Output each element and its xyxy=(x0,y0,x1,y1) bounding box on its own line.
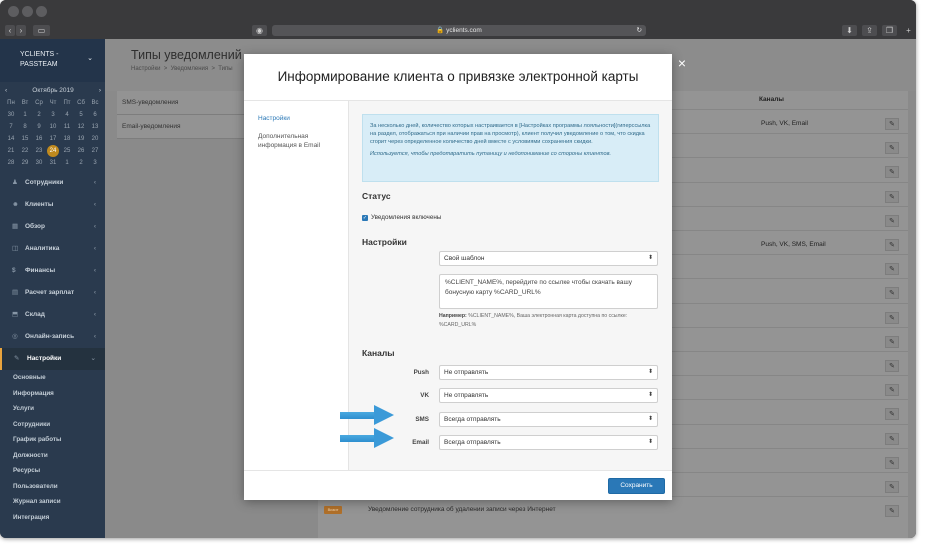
chevron-left-icon: ‹ xyxy=(93,201,96,208)
chevron-left-icon: ‹ xyxy=(93,245,96,252)
calendar-week xyxy=(5,133,101,145)
modal-nav-email-info[interactable]: Дополнительная информация в Email xyxy=(258,133,321,149)
sidebar-item-4[interactable] xyxy=(0,260,105,282)
calendar-day[interactable]: 14 xyxy=(7,136,15,142)
money-icon: $ xyxy=(12,267,16,274)
sms-example xyxy=(439,312,658,329)
chevron-down-icon: ⌄ xyxy=(87,55,93,62)
calendar-day[interactable]: 22 xyxy=(21,148,29,154)
updown-icon: ⬍ xyxy=(647,369,653,375)
sidebar-item-label: Финансы xyxy=(25,267,56,274)
edit-icon[interactable]: ✎ xyxy=(885,457,899,469)
edit-icon[interactable]: ✎ xyxy=(885,384,899,396)
calendar-weeks xyxy=(5,109,101,169)
edit-icon[interactable]: ✎ xyxy=(885,118,899,130)
share-icon[interactable]: ⇪ xyxy=(862,25,877,36)
info-alert xyxy=(362,114,659,182)
updown-icon: ⬍ xyxy=(647,255,653,261)
shield-icon[interactable]: ◉ xyxy=(252,25,267,36)
calendar-day[interactable]: 23 xyxy=(35,148,43,154)
settings-submenu xyxy=(0,370,105,525)
modal-dialog xyxy=(244,54,672,500)
sidebar-icon[interactable]: ▭ xyxy=(33,25,50,36)
save-button[interactable]: Сохранить xyxy=(608,478,665,494)
sidebar-item-0[interactable] xyxy=(0,172,105,194)
sidebar-item-label: Онлайн-запись xyxy=(25,333,75,340)
calendar-week xyxy=(5,121,101,133)
minimize-window-button[interactable] xyxy=(22,6,33,17)
breadcrumb-item[interactable]: Настройки xyxy=(131,66,161,72)
channel-select-value: Всегда отправлять xyxy=(444,415,501,423)
submenu-item[interactable]: Журнал записи xyxy=(13,498,61,505)
reload-icon[interactable]: ↻ xyxy=(636,27,642,34)
breadcrumb-item[interactable]: Уведомления xyxy=(170,66,209,72)
calendar-day[interactable]: 29 xyxy=(21,160,29,166)
grid-icon: ▦ xyxy=(12,223,19,230)
submenu-item[interactable]: Ресурсы xyxy=(13,467,41,474)
sidebar-item-label: Сотрудники xyxy=(25,179,64,186)
lock-icon: 🔒 xyxy=(436,27,445,34)
calendar-prev-button[interactable]: ‹ xyxy=(5,87,8,94)
weekday-label: Пн xyxy=(7,100,15,106)
breadcrumb-item[interactable]: Типы xyxy=(218,66,233,72)
calendar-day[interactable]: 31 xyxy=(49,160,57,166)
title-bar xyxy=(0,0,916,39)
arrow-pointer-sms xyxy=(340,408,400,422)
notifications-enabled-label: Уведомления включены xyxy=(371,214,442,221)
channel-label-email: Email xyxy=(412,438,429,446)
channel-label-push: Push xyxy=(413,369,429,376)
sidebar-item-label: Обзор xyxy=(25,223,45,230)
notification-sections xyxy=(117,91,257,191)
breadcrumb: Настройки > Уведомления > Типы xyxy=(131,66,233,72)
status-heading: Статус xyxy=(362,191,391,201)
edit-icon[interactable]: ✎ xyxy=(885,408,899,420)
submenu-item[interactable]: Должности xyxy=(13,451,48,459)
calendar-day[interactable]: 24 xyxy=(47,145,59,157)
modal-nav-settings[interactable]: Настройки xyxy=(258,115,290,122)
sms-template-value: Свой шаблон xyxy=(444,255,485,262)
calendar-day[interactable]: 16 xyxy=(35,136,43,142)
sidebar-item-label: Расчет зарплат xyxy=(25,289,75,296)
edit-icon[interactable]: ✎ xyxy=(885,336,899,348)
calendar-day[interactable]: 5 xyxy=(79,112,83,118)
channel-select-push[interactable] xyxy=(439,365,658,380)
app-area xyxy=(0,39,916,538)
chevron-left-icon: ‹ xyxy=(93,179,96,186)
mini-calendar xyxy=(0,82,105,169)
submenu-item[interactable]: Пользователи xyxy=(13,482,58,490)
info-note: Используется, чтобы предотвратить путаницу и недопонимание со стороны клиентов. xyxy=(370,150,612,157)
sidebar-item-7[interactable] xyxy=(0,326,105,348)
download-icon[interactable]: ⬇ xyxy=(842,25,857,36)
calendar-day[interactable]: 13 xyxy=(91,124,99,130)
edit-icon[interactable]: ✎ xyxy=(885,215,899,227)
forward-icon[interactable]: › xyxy=(16,25,26,36)
close-icon[interactable]: × xyxy=(677,55,687,71)
sidebar-item-3[interactable] xyxy=(0,238,105,260)
chart-icon: ◫ xyxy=(12,245,19,252)
calendar-day[interactable]: 27 xyxy=(91,148,99,154)
arrow-pointer-email xyxy=(340,431,400,445)
edit-icon[interactable]: ✎ xyxy=(885,505,899,517)
calendar-weekdays xyxy=(5,97,101,109)
calendar-day[interactable]: 15 xyxy=(21,136,29,142)
submenu-item[interactable]: Услуги xyxy=(13,405,34,412)
calendar-day[interactable]: 17 xyxy=(49,136,57,142)
zoom-window-button[interactable] xyxy=(36,6,47,17)
brand-name: YCLIENTS - PASSTEAM xyxy=(20,51,59,68)
chevron-left-icon: ‹ xyxy=(93,311,96,318)
calendar-day[interactable]: 28 xyxy=(7,160,15,166)
channel-select-email[interactable] xyxy=(439,435,658,450)
sms-template-select[interactable] xyxy=(439,251,658,266)
edit-icon[interactable]: ✎ xyxy=(885,312,899,324)
page-title: Типы уведомлений xyxy=(131,48,242,62)
table-row xyxy=(318,496,908,524)
calendar-day[interactable]: 3 xyxy=(51,112,55,118)
row-channels: Push, VK, SMS, Email xyxy=(761,241,826,248)
modal-footer xyxy=(244,470,672,500)
submenu-item[interactable]: График работы xyxy=(13,436,62,443)
users-icon: ☻ xyxy=(12,201,19,208)
channel-select-value: Не отправлять xyxy=(444,369,489,376)
calendar-month: Октябрь 2019 xyxy=(32,87,74,94)
globe-icon: ◎ xyxy=(12,333,18,340)
chevron-down-icon: ⌄ xyxy=(90,355,96,362)
calendar-next-button[interactable]: › xyxy=(98,87,101,94)
back-icon[interactable]: ‹ xyxy=(5,25,15,36)
edit-icon[interactable]: ✎ xyxy=(885,191,899,203)
edit-icon[interactable]: ✎ xyxy=(885,166,899,178)
calendar-day[interactable]: 21 xyxy=(7,148,15,154)
calendar-day[interactable]: 30 xyxy=(35,160,43,166)
channel-label-vk: VK xyxy=(420,392,429,400)
calculator-icon: ▤ xyxy=(12,289,19,296)
box-icon: ⬒ xyxy=(12,311,19,318)
calendar-day[interactable]: 2 xyxy=(37,112,41,118)
example-label: Например: xyxy=(439,313,467,319)
channels-column-header: Каналы xyxy=(759,96,784,103)
sidebar-item-6[interactable] xyxy=(0,304,105,326)
sidebar-item-label: Склад xyxy=(25,311,45,318)
row-title: Уведомление сотрудника об удалении записи через Интернет xyxy=(368,506,556,514)
chevron-left-icon: ‹ xyxy=(93,267,96,274)
calendar-day[interactable]: 9 xyxy=(37,124,41,130)
edit-icon[interactable]: ✎ xyxy=(885,263,899,275)
channel-select-value: Всегда отправлять xyxy=(444,438,501,446)
edit-icon[interactable]: ✎ xyxy=(885,360,899,372)
calendar-day[interactable]: 2 xyxy=(79,160,83,166)
sidebar-menu xyxy=(0,172,105,370)
weekday-label: Сб xyxy=(77,100,85,106)
info-text: За несколько дней, количество которых настраивается в [Настройках программы лояльности](гиперссылка на раздел, отображаться при наличии прав на просмотр), клиент получил уведомление о том, что скидка сгорит через определенное количество дней вместе с условиями сохранения скидки. xyxy=(370,123,651,146)
weekday-label: Вс xyxy=(91,100,99,106)
calendar-day[interactable]: 30 xyxy=(7,112,15,118)
notifications-enabled-checkbox[interactable]: ✓ xyxy=(362,215,368,221)
user-icon: ♟ xyxy=(12,179,18,186)
edit-icon[interactable]: ✎ xyxy=(885,433,899,445)
edit-icon[interactable]: ✎ xyxy=(885,287,899,299)
tabs-icon[interactable]: ❐ xyxy=(882,25,897,36)
submenu-item[interactable]: Сотрудники xyxy=(13,420,51,428)
sms-text-area[interactable]: %CLIENT_NAME%, перейдите по ссылке чтобы скачать вашу бонусную карту %CARD_URL% xyxy=(439,274,658,309)
submenu-item[interactable]: Интеграция xyxy=(13,513,50,521)
weekday-label: Чт xyxy=(49,100,57,106)
calendar-day[interactable]: 8 xyxy=(23,124,27,130)
channels-heading: Каналы xyxy=(362,348,395,358)
calendar-day[interactable]: 25 xyxy=(63,148,71,154)
calendar-week xyxy=(5,109,101,121)
calendar-day[interactable]: 6 xyxy=(93,112,97,118)
weekday-label: Пт xyxy=(63,100,71,106)
channel-select-vk[interactable] xyxy=(439,388,658,403)
chevron-left-icon: ‹ xyxy=(93,223,96,230)
chevron-left-icon: ‹ xyxy=(93,333,96,340)
calendar-day[interactable]: 19 xyxy=(77,136,85,142)
calendar-day[interactable]: 26 xyxy=(77,148,85,154)
calendar-day[interactable]: 12 xyxy=(77,124,85,130)
plus-icon[interactable]: + xyxy=(906,26,911,35)
status-badge: Визит xyxy=(324,506,342,514)
sidebar-item-label: Клиенты xyxy=(25,201,54,208)
calendar-day[interactable]: 1 xyxy=(65,160,69,166)
settings-heading: Настройки xyxy=(362,237,407,247)
calendar-week xyxy=(5,157,101,169)
sidebar xyxy=(0,39,105,538)
url-text: yclients.com xyxy=(446,27,482,34)
brand-switcher[interactable] xyxy=(0,39,105,82)
calendar-week xyxy=(5,145,101,157)
calendar-day[interactable]: 7 xyxy=(9,124,13,130)
submenu-item[interactable]: Информация xyxy=(13,389,54,397)
close-window-button[interactable] xyxy=(8,6,19,17)
calendar-day[interactable]: 3 xyxy=(93,160,97,166)
calendar-day[interactable]: 11 xyxy=(63,124,71,130)
channel-select-value: Не отправлять xyxy=(444,392,489,400)
calendar-day[interactable]: 18 xyxy=(63,136,71,142)
edit-icon[interactable]: ✎ xyxy=(885,481,899,493)
section-email[interactable]: Email-уведомления xyxy=(117,115,257,139)
sidebar-item-2[interactable] xyxy=(0,216,105,238)
sidebar-item-8[interactable] xyxy=(0,348,105,370)
updown-icon: ⬍ xyxy=(647,415,653,422)
section-sms[interactable]: SMS-уведомления xyxy=(117,91,257,115)
row-channels: Push, VK, Email xyxy=(761,120,808,127)
address-bar[interactable] xyxy=(272,25,646,36)
sidebar-item-5[interactable] xyxy=(0,282,105,304)
channel-label-sms: SMS xyxy=(415,415,429,423)
modal-nav xyxy=(244,101,349,470)
sidebar-item-label: Аналитика xyxy=(25,245,60,252)
chevron-left-icon: ‹ xyxy=(93,289,96,296)
weekday-label: Ср xyxy=(35,100,43,106)
edit-icon[interactable]: ✎ xyxy=(885,239,899,251)
updown-icon: ⬍ xyxy=(647,438,653,445)
calendar-day[interactable]: 20 xyxy=(91,136,99,142)
sidebar-item-label: Настройки xyxy=(27,355,62,362)
updown-icon: ⬍ xyxy=(647,392,653,399)
weekday-label: Вт xyxy=(21,100,29,106)
edit-icon[interactable]: ✎ xyxy=(885,142,899,154)
sidebar-item-1[interactable] xyxy=(0,194,105,216)
modal-title: Информирование клиента о привязке электронной карты xyxy=(244,54,672,101)
calendar-day[interactable]: 10 xyxy=(49,124,57,130)
wrench-icon: ✎ xyxy=(14,355,20,362)
calendar-day[interactable]: 4 xyxy=(65,112,69,118)
example-text: %CLIENT_NAME%, Ваша электронная карта доступна по ссылке: %CARD_URL% xyxy=(439,313,628,328)
submenu-item[interactable]: Основные xyxy=(13,374,46,381)
channel-select-sms[interactable] xyxy=(439,412,658,427)
calendar-day[interactable]: 1 xyxy=(23,112,27,118)
